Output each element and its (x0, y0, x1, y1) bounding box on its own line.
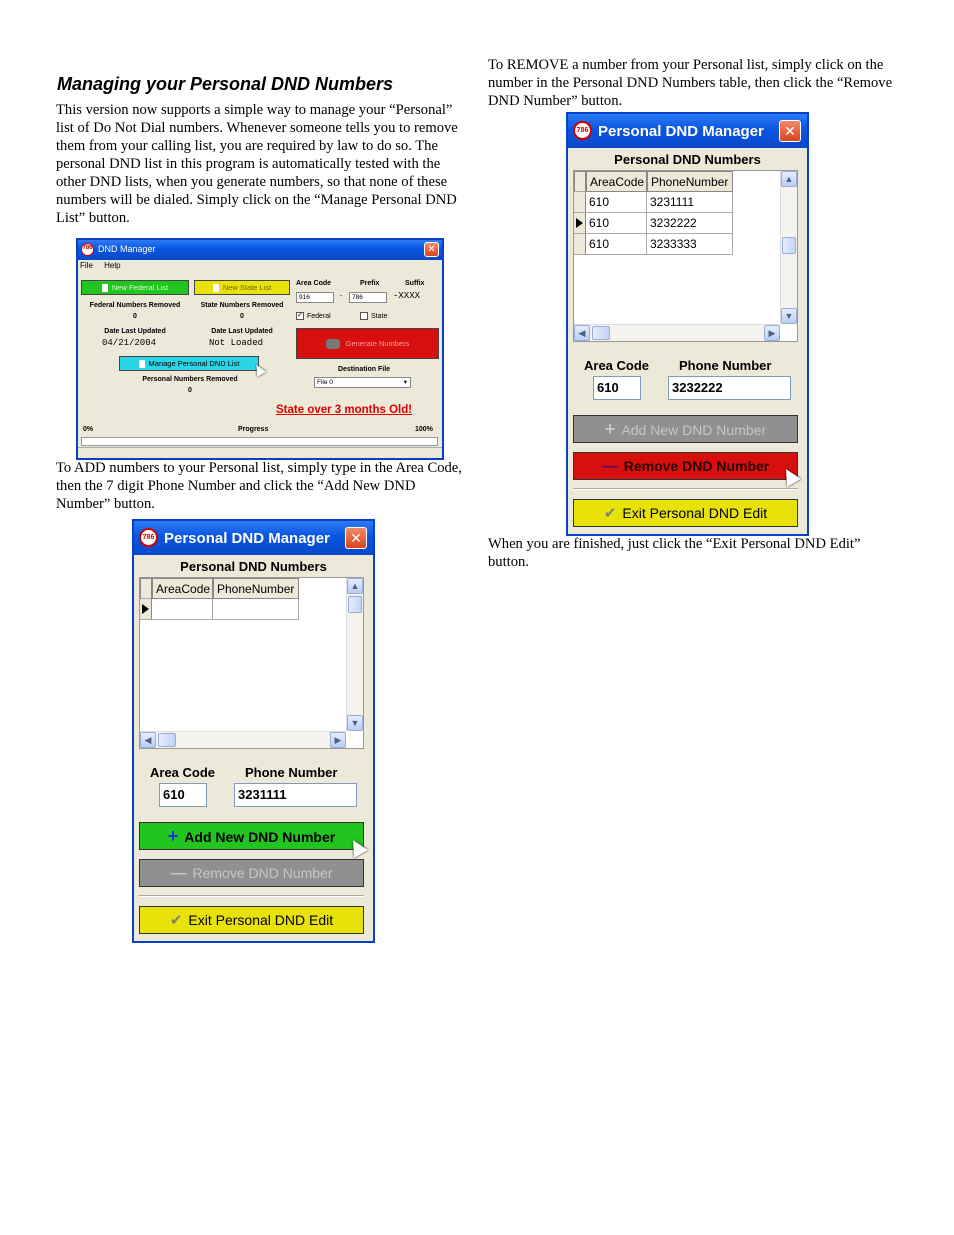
personal-dnd-window-add (132, 519, 375, 943)
new-row-phone-cell[interactable] (213, 599, 299, 620)
check-icon: ✓ (297, 312, 303, 319)
section-heading: Managing your Personal DND Numbers (57, 74, 394, 94)
table-title: Personal DND Numbers (614, 152, 761, 167)
table-title: Personal DND Numbers (180, 559, 327, 574)
area-code-select[interactable]: 916 (296, 292, 334, 303)
table-row-phone-cell[interactable]: 3233333 (647, 234, 733, 255)
title-bar (568, 114, 807, 148)
scroll-left-icon[interactable]: ◀ (574, 325, 590, 341)
area-code-label: Area Code (150, 765, 216, 780)
scroll-right-icon[interactable]: ▶ (764, 325, 780, 341)
vertical-scrollbar[interactable] (346, 578, 363, 731)
current-row-arrow-icon (576, 218, 583, 228)
window-title: Personal DND Manager (164, 530, 330, 547)
grid-corner (574, 171, 586, 192)
phone-number-input[interactable]: 3231111 (234, 783, 357, 807)
title-bar (78, 240, 442, 260)
app-logo-icon: 786 (81, 243, 94, 256)
federal-checkbox[interactable] (296, 312, 331, 320)
close-icon[interactable]: ✕ (424, 242, 439, 257)
add-dnd-number-button[interactable] (573, 415, 798, 443)
federal-checkbox-label: Federal (307, 312, 331, 320)
column-header-areacode[interactable]: AreaCode (586, 171, 647, 192)
exit-personal-dnd-label: Exit Personal DND Edit (188, 912, 334, 928)
progress-label: Progress (238, 426, 269, 433)
add-dnd-number-button[interactable] (139, 822, 364, 850)
scroll-up-icon[interactable]: ▲ (347, 578, 363, 594)
close-icon[interactable]: ✕ (779, 120, 801, 142)
suffix-label: Suffix (405, 280, 425, 287)
plus-icon: + (604, 419, 616, 439)
exit-personal-dnd-label: Exit Personal DND Edit (622, 505, 768, 521)
row-indicator (574, 213, 586, 234)
current-row-arrow-icon (142, 604, 149, 614)
horizontal-scrollbar[interactable] (574, 324, 780, 341)
exit-paragraph: When you are finished, just click the “Exit Personal DND Edit” button. (488, 536, 861, 570)
manage-personal-dnd-button[interactable] (119, 356, 259, 371)
document-icon (213, 284, 219, 292)
state-date-value: Not Loaded (209, 338, 264, 348)
add-dnd-number-label: Add New DND Number (621, 422, 767, 438)
checkbox-empty-icon (360, 312, 368, 320)
window-title: Personal DND Manager (598, 123, 764, 140)
scroll-left-icon[interactable]: ◀ (140, 732, 156, 748)
menu-help[interactable]: Help (104, 261, 121, 270)
federal-date-value: 04/21/2004 (102, 338, 157, 348)
progress-bar (81, 437, 438, 446)
progress-start-label: 0% (83, 426, 94, 433)
federal-removed-count: 0 (133, 313, 137, 320)
divider (573, 488, 798, 490)
remove-dnd-number-button[interactable] (573, 452, 798, 480)
scroll-right-icon[interactable]: ▶ (330, 732, 346, 748)
app-logo-icon: 786 (139, 528, 158, 547)
scroll-thumb[interactable] (592, 326, 610, 340)
phone-number-label: Phone Number (679, 358, 772, 373)
prefix-select[interactable]: 786 (349, 292, 387, 303)
phone-number-input[interactable]: 3232222 (668, 376, 791, 400)
state-date-label: Date Last Updated (211, 328, 273, 335)
progress-end-label: 100% (415, 426, 433, 433)
add-dnd-number-label: Add New DND Number (184, 829, 336, 845)
generate-numbers-label: Generate Numbers (345, 339, 410, 348)
intro-paragraph: This version now supports a simple way to manage your “Personal” list of Do Not Dial numbers. Whenever someone tells you to remove them from your calling list, you are required by law to do so. The personal DND list in this program is automatically tested with the other DND lists, when you generate numbers, so that none of these numbers will be dialed. Simply click on the “Manage Personal DND List” button. (56, 102, 458, 226)
table-row-areacode-cell[interactable]: 610 (586, 234, 647, 255)
row-indicator (574, 234, 586, 255)
phone-icon (326, 339, 340, 349)
table-row-phone-cell[interactable]: 3232222 (647, 213, 733, 234)
state-removed-label: State Numbers Removed (200, 302, 284, 309)
exit-personal-dnd-button[interactable] (573, 499, 798, 527)
state-checkbox-label: State (371, 312, 388, 320)
title-bar (134, 521, 373, 555)
column-header-areacode[interactable]: AreaCode (152, 578, 213, 599)
new-federal-list-button[interactable] (81, 280, 189, 295)
dnd-manager-window (76, 238, 444, 460)
minus-icon: — (170, 865, 187, 882)
scroll-up-icon[interactable]: ▲ (781, 171, 797, 187)
personal-dnd-window-remove (566, 112, 809, 536)
field-dash: - (340, 293, 343, 300)
checkmark-icon: ✔ (603, 505, 617, 522)
column-header-phonenumber[interactable]: PhoneNumber (647, 171, 733, 192)
exit-personal-dnd-button[interactable] (139, 906, 364, 934)
status-bar (78, 447, 442, 458)
table-row-areacode-cell[interactable]: 610 (586, 213, 647, 234)
suffix-value: -XXXX (393, 291, 421, 301)
scroll-thumb[interactable] (782, 237, 796, 254)
area-code-label: Area Code (296, 280, 332, 287)
new-state-label: New State List (222, 283, 272, 292)
dropdown-arrow-icon: ▾ (403, 379, 407, 386)
area-code-input[interactable]: 610 (593, 376, 641, 400)
dnd-numbers-grid[interactable] (139, 577, 364, 749)
generate-numbers-button[interactable] (296, 328, 439, 359)
remove-dnd-number-label: Remove DND Number (192, 865, 333, 881)
dnd-numbers-grid[interactable] (573, 170, 798, 342)
table-row-phone-cell[interactable]: 3231111 (647, 192, 733, 213)
new-state-list-button[interactable] (194, 280, 290, 295)
add-paragraph: To ADD numbers to your Personal list, simply type in the Area Code, then the 7 digit Phone Number and click the “Add New DND Number” button. (56, 460, 462, 512)
federal-removed-label: Federal Numbers Removed (89, 302, 181, 309)
app-logo-icon: 786 (573, 121, 592, 140)
manage-personal-dnd-label: Manage Personal DND List (148, 359, 240, 368)
scroll-thumb[interactable] (158, 733, 176, 747)
new-federal-label: New Federal List (111, 283, 169, 292)
destination-file-select[interactable] (314, 377, 411, 388)
state-warning-text: State over 3 months Old! (276, 404, 413, 416)
close-icon[interactable]: ✕ (345, 527, 367, 549)
remove-dnd-number-button[interactable] (139, 859, 364, 887)
window-title: DND Manager (98, 244, 156, 254)
column-header-phonenumber[interactable]: PhoneNumber (213, 578, 299, 599)
checkmark-icon: ✔ (169, 912, 183, 929)
menu-bar (80, 261, 130, 270)
remove-dnd-number-label: Remove DND Number (623, 458, 770, 474)
divider (139, 895, 364, 897)
personal-removed-count: 0 (188, 387, 192, 394)
document-icon (139, 360, 145, 368)
vertical-scrollbar[interactable] (780, 171, 797, 324)
new-row-areacode-cell[interactable] (152, 599, 213, 620)
row-indicator (574, 192, 586, 213)
minus-icon: — (601, 458, 618, 475)
plus-icon: + (167, 826, 179, 846)
federal-date-label: Date Last Updated (104, 328, 166, 335)
area-code-label: Area Code (584, 358, 650, 373)
menu-file[interactable]: File (80, 261, 93, 270)
grid-corner (140, 578, 152, 599)
horizontal-scrollbar[interactable] (140, 731, 346, 748)
remove-paragraph: To REMOVE a number from your Personal list, simply click on the number in the Personal DND Numbers table, then click the “Remove DND Number” button. (488, 57, 893, 109)
table-row-areacode-cell[interactable]: 610 (586, 192, 647, 213)
state-checkbox[interactable] (360, 312, 387, 320)
phone-number-label: Phone Number (245, 765, 338, 780)
area-code-input[interactable]: 610 (159, 783, 207, 807)
scroll-down-icon[interactable]: ▼ (347, 715, 363, 731)
personal-removed-label: Personal Numbers Removed (142, 376, 238, 383)
prefix-label: Prefix (360, 280, 380, 287)
row-indicator (140, 599, 152, 620)
destination-file-label: Destination File (337, 366, 391, 373)
destination-file-value: File 0 (317, 379, 333, 386)
state-removed-count: 0 (240, 313, 244, 320)
scroll-thumb[interactable] (348, 596, 362, 613)
scroll-down-icon[interactable]: ▼ (781, 308, 797, 324)
document-icon (102, 284, 108, 292)
